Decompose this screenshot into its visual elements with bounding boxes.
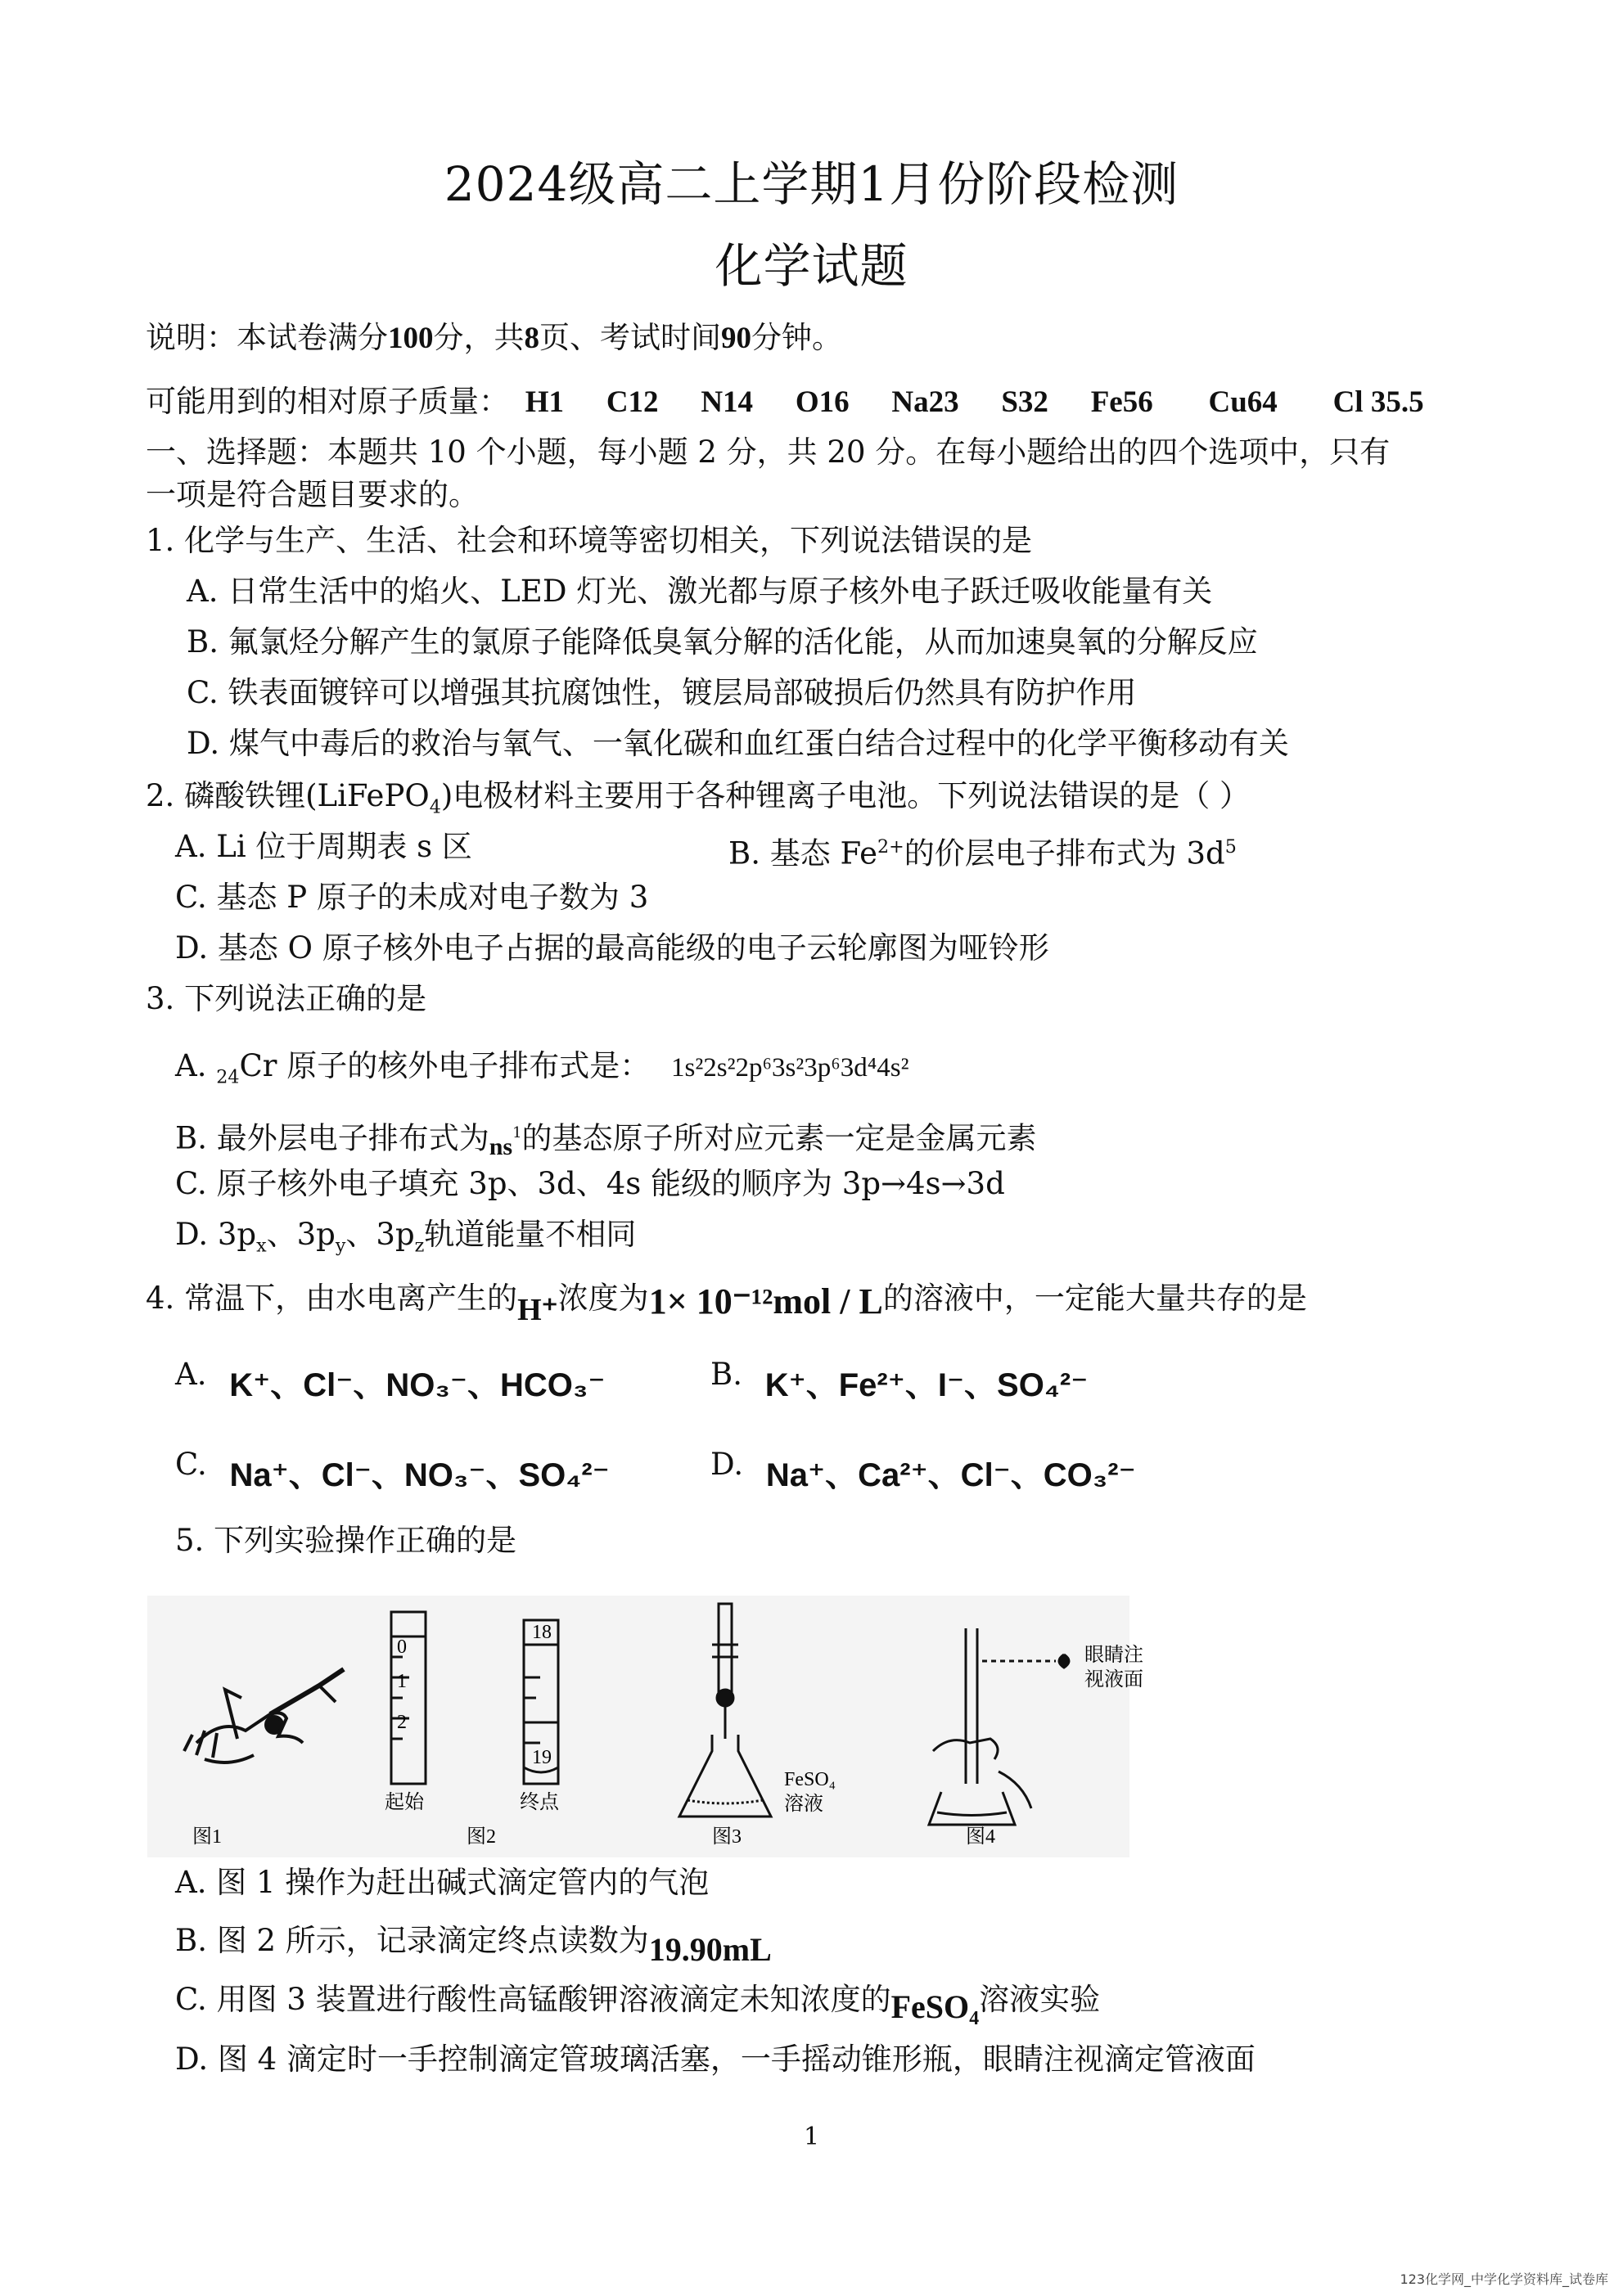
figure-1-label: 图1 [192, 1826, 222, 1848]
question-2-option-a: A. Li 位于周期表 s 区 [175, 829, 472, 864]
question-1-stem: 1. 化学与生产、生活、社会和环境等密切相关，下列说法错误的是 [146, 523, 1033, 558]
atomic-mass: Fe56 [1090, 385, 1153, 419]
question-4-option-c: C. Na⁺、Cl⁻、NO₃⁻、SO₄²⁻ [175, 1447, 610, 1493]
atomic-mass: Na23 [891, 385, 959, 419]
question-5-option-c: C. 用图 3 装置进行酸性高锰酸钾溶液滴定未知浓度的FeSO₄溶液实验 [175, 1982, 1101, 2025]
ion-list: Na⁺、Ca²⁺、Cl⁻、CO₃²⁻ [765, 1457, 1136, 1493]
electron-configuration: 1s²2s²2p⁶3s²3p⁶3d⁴4s² [671, 1053, 909, 1083]
atomic-mass: O16 [795, 385, 850, 419]
question-5-stem: 5. 下列实验操作正确的是 [175, 1523, 517, 1558]
atomic-mass-line: 可能用到的相对原子质量： H1 C12 N14 O16 Na23 S32 Fe56 Cu64 Cl 35.5 [146, 384, 1424, 419]
figure-3-solution-formula: FeSO₄ [784, 1769, 836, 1790]
burette-tick: 2 [397, 1712, 407, 1733]
page-subtitle: 化学试题 [715, 238, 908, 294]
question-5-option-b: B. 图 2 所示，记录滴定终点读数为19.90mL [175, 1923, 772, 1968]
burette-tick: 19 [532, 1747, 552, 1768]
question-4-option-a: A. K⁺、Cl⁻、NO₃⁻、HCO₃⁻ [175, 1357, 606, 1403]
figure-2-label: 图2 [467, 1826, 496, 1848]
ion-list: K⁺、Fe²⁺、I⁻、SO₄²⁻ [764, 1367, 1089, 1403]
watermark: 123化学网_中学化学资料库_试卷库 [1400, 2271, 1608, 2287]
question-2-stem: 2. 磷酸铁锂(LiFePO$_4$)电极材料主要用于各种锂离子电池。下列说法错误的是（ ） [146, 778, 1251, 818]
question-3-option-b: B. 最外层电子排布式为$_{ns}^1$的基态原子所对应元素一定是金属元素 [175, 1120, 1037, 1161]
figure-4-note: 视液面 [1084, 1669, 1143, 1690]
titration-figure [147, 1596, 1143, 1857]
page-title: 2024级高二上学期1月份阶段检测 [444, 156, 1179, 212]
question-1-option-c: C. 铁表面镀锌可以增强其抗腐蚀性，镀层局部破损后仍然具有防护作用 [187, 675, 1137, 710]
figure-2-end-label: 终点 [520, 1792, 559, 1813]
atomic-mass: C12 [606, 385, 659, 419]
figure-3-solution-label: 溶液 [784, 1794, 823, 1815]
atomic-mass: Cl 35.5 [1332, 385, 1424, 419]
question-2-option-c: C. 基态 P 原子的未成对电子数为 3 [175, 880, 649, 915]
burette-tick: 0 [397, 1636, 407, 1658]
question-1-option-d: D. 煤气中毒后的救治与氧气、一氧化碳和血红蛋白结合过程中的化学平衡移动有关 [187, 726, 1289, 761]
atomic-mass: S32 [1001, 385, 1048, 419]
question-1-option-a: A. 日常生活中的焰火、LED 灯光、激光都与原子核外电子跃迁吸收能量有关 [187, 574, 1213, 609]
atomic-mass: Cu64 [1208, 385, 1278, 419]
question-5-option-a: A. 图 1 操作为赶出碱式滴定管内的气泡 [175, 1865, 710, 1900]
figure-background [147, 1596, 1129, 1857]
ion-list: Na⁺、Cl⁻、NO₃⁻、SO₄²⁻ [229, 1457, 610, 1493]
figure-4-note: 眼睛注 [1084, 1645, 1143, 1666]
question-3-option-c: C. 原子核外电子填充 3p、3d、4s 能级的顺序为 3p→4s→3d [175, 1166, 1005, 1201]
atomic-mass: N14 [701, 385, 754, 419]
question-3-stem: 3. 下列说法正确的是 [146, 981, 427, 1016]
page-number: 1 [803, 2123, 820, 2151]
question-5-option-d: D. 图 4 滴定时一手控制滴定管玻璃活塞，一手摇动锥形瓶，眼睛注视滴定管液面 [175, 2042, 1256, 2077]
exam-note: 说明：本试卷满分100分，共8页、考试时间90分钟。 [146, 320, 842, 355]
burette-tick: 18 [532, 1622, 552, 1643]
atomic-mass: H1 [525, 385, 565, 419]
question-4-stem: 4. 常温下，由水电离产生的H⁺浓度为1× 10⁻¹²mol / L的溶液中，一定能大量共存的是 [146, 1281, 1307, 1327]
question-3-option-d: D. $3p_x$、$3p_y$、$3p_z$轨道能量不相同 [175, 1217, 637, 1257]
question-3-option-a: A. $_{24}$Cr 原子的核外电子排布式是： 1s²2s²2p⁶3s²3p⁶3d⁴4s² [175, 1048, 909, 1088]
question-1-option-b: B. 氟氯烃分解产生的氯原子能降低臭氧分解的活化能，从而加速臭氧的分解反应 [187, 624, 1258, 660]
figure-2-start-label: 起始 [385, 1792, 424, 1813]
question-2-option-d: D. 基态 O 原子核外电子占据的最高能级的电子云轮廓图为哑铃形 [175, 930, 1049, 966]
ion-list: K⁺、Cl⁻、NO₃⁻、HCO₃⁻ [229, 1367, 606, 1403]
section-heading: 一、选择题：本题共 10 个小题，每小题 2 分，共 20 分。在每小题给出的四个选项中，只有 [146, 434, 1391, 470]
question-4-option-b: B. K⁺、Fe²⁺、I⁻、SO₄²⁻ [710, 1357, 1089, 1403]
question-4-option-d: D. Na⁺、Ca²⁺、Cl⁻、CO₃²⁻ [710, 1447, 1136, 1493]
figure-3-label: 图3 [712, 1826, 742, 1848]
section-heading-cont: 一项是符合题目要求的。 [146, 477, 479, 512]
question-2-option-b: B. 基态 $Fe^{2+}$的价层电子排布式为 $3d^5$ [728, 835, 1237, 871]
burette-tick: 1 [397, 1671, 407, 1692]
figure-4-label: 图4 [966, 1826, 995, 1848]
